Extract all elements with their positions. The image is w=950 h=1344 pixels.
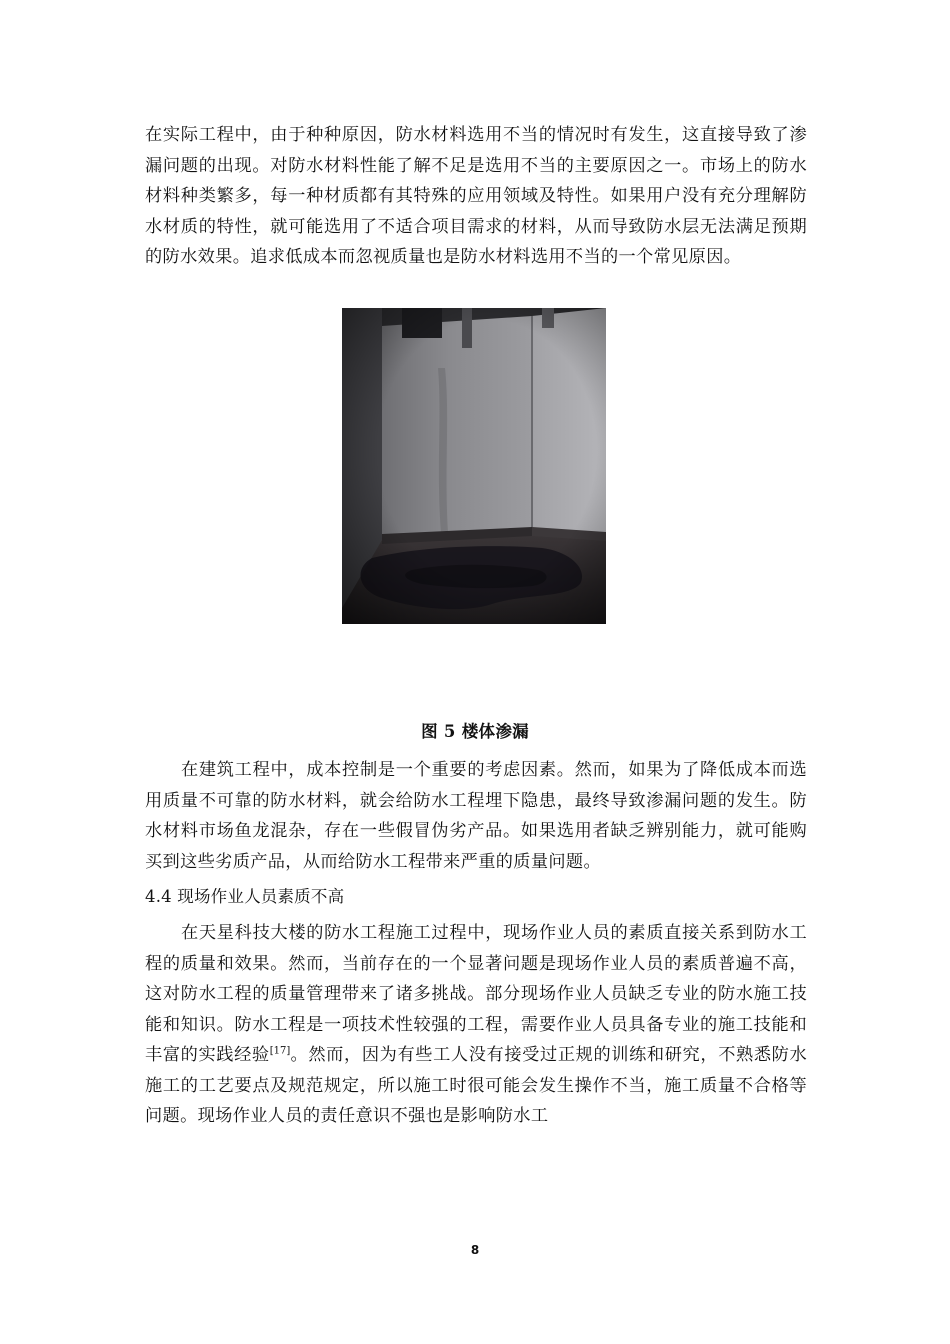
leakage-photo-image [342, 308, 606, 624]
paragraph-cost-control: 在建筑工程中，成本控制是一个重要的考虑因素。然而，如果为了降低成本而选用质量不可靠的防水材料，就会给防水工程埋下隐患，最终导致渗漏问题的发生。防水材料市场鱼龙混杂，存在一些假冒伪劣产品。如果选用者缺乏辨别能力，就可能购买到这些劣质产品，从而给防水工程带来严重的质量问题。 [145, 760, 807, 872]
paragraph-worker-quality [145, 918, 807, 1132]
figure-caption: 图 5 楼体渗漏 [421, 722, 529, 741]
paragraph-text-part-1: 在天星科技大楼的防水工程施工过程中，现场作业人员的素质直接关系到防水工程的质量和效果。然而，当前存在的一个显著问题是现场作业人员的素质普遍不高，这对防水工程的质量管理带来了诸多挑战。部分现场作业人员缺乏专业的防水施工技能和知识。防水工程是一项技术性较强的工程，需要作业人员具备专业的施工技能和丰富的实践经验 [145, 923, 807, 1065]
section-heading: 4.4 现场作业人员素质不高 [145, 887, 345, 906]
leakage-photo [342, 308, 606, 624]
page-number: 8 [470, 1243, 480, 1257]
paragraph-material-selection: 在实际工程中，由于种种原因，防水材料选用不当的情况时有发生，这直接导致了渗漏问题的出现。对防水材料性能了解不足是选用不当的主要原因之一。市场上的防水材料种类繁多，每一种材质都有其特殊的应用领域及特性。如果用户没有充分理解防水材质的特性，就可能选用了不适合项目需求的材料，从而导致防水层无法满足预期的防水效果。追求低成本而忽视质量也是防水材料选用不当的一个常见原因。 [145, 125, 807, 267]
citation-reference: [17] [269, 1045, 291, 1057]
paragraph-text-part-2: 。然而，因为有些工人没有接受过正规的训练和研究，不熟悉防水施工的工艺要点及规范规定，所以施工时很可能会发生操作不当，施工质量不合格等问题。现场作业人员的责任意识不强也是影响防水工 [145, 1045, 807, 1126]
